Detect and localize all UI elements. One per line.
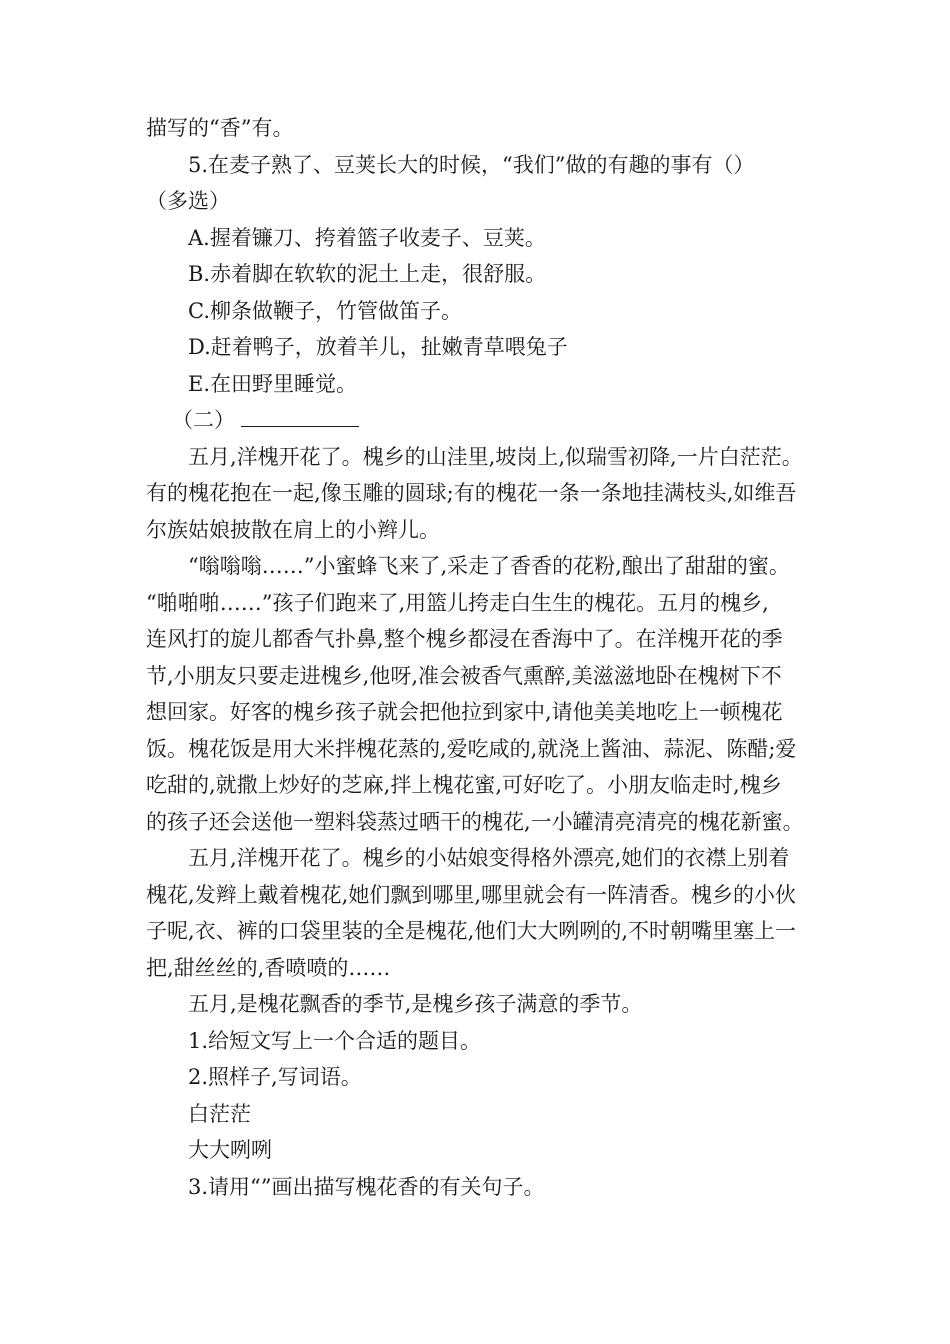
paragraph-line: 五月,洋槐开花了。槐乡的山洼里,坡岗上,似瑞雪初降,一片白茫茫。 [188,444,803,469]
title-blank [241,408,359,427]
paragraph-line: 槐花,发辫上戴着槐花,她们飘到哪里,哪里就会有一阵清香。槐乡的小伙 [146,882,797,907]
example-word: 大大咧咧 [188,1138,272,1162]
question-1: 1.给短文写上一个合适的题目。 [188,1028,482,1053]
paragraph-line: 想回家。好客的槐乡孩子就会把他拉到家中,请他美美地吃上一顿槐花 [146,700,783,724]
paragraph-line: 把,甜丝丝的,香喷喷的…… [146,955,391,980]
section-label: （二） [172,408,235,432]
paragraph-line: 吃甜的,就撒上炒好的芝麻,拌上槐花蜜,可好吃了。小朋友临走时,槐乡 [146,773,782,797]
option-c: C.柳条做鞭子，竹管做笛子。 [188,298,462,323]
option-b: B.赤着脚在软软的泥土上走，很舒服。 [188,262,547,286]
paragraph-line: 的孩子还会送他一塑料袋蒸过晒干的槐花,一小罐清亮清亮的槐花新蜜。 [146,809,804,834]
paragraph-line: 饭。槐花饭是用大米拌槐花蒸的,爱吃咸的,就浇上酱油、蒜泥、陈醋;爱 [146,736,797,761]
paragraph-line: “嗡嗡嗡……”小蜜蜂飞来了,采走了香香的花粉,酿出了甜甜的蜜。 [188,554,790,578]
paragraph-line: 尔族姑娘披散在肩上的小辫儿。 [146,517,440,542]
option-e: E.在田野里睡觉。 [188,371,358,396]
paragraph-line: 节,小朋友只要走进槐乡,他呀,准会被香气熏醉,美滋滋地卧在槐树下不 [146,663,782,688]
question-5: 5.在麦子熟了、豆荚长大的时候，“我们”做的有趣的事有（） [188,152,755,177]
paragraph-line: 五月,洋槐开花了。槐乡的小姑娘变得格外漂亮,她们的衣襟上别着 [188,846,790,870]
section-two-heading [146,402,822,439]
question-3: 3.请用“”画出描写槐花香的有关句子。 [188,1174,545,1199]
paragraph-line: 五月,是槐花飘香的季节,是槐乡孩子满意的季节。 [188,992,643,1016]
paragraph-line: “啪啪啪……”孩子们跑来了,用篮儿挎走白生生的槐花。五月的槐乡, [146,590,769,615]
paragraph-line: 连风打的旋儿都香气扑鼻,整个槐乡都浸在香海中了。在洋槐开花的季 [146,627,783,651]
text-line: 描写的“香”有。 [146,116,294,140]
option-d: D.赶着鸭子，放着羊儿，扯嫩青草喂兔子 [188,335,568,359]
question-2: 2.照样子,写词语。 [188,1065,362,1089]
example-word: 白茫茫 [188,1101,251,1126]
paragraph-line: 有的槐花抱在一起,像玉雕的圆球;有的槐花一条一条地挂满枝头,如维吾 [146,481,797,505]
paragraph-line: 子呢,衣、裤的口袋里装的全是槐花,他们大大咧咧的,不时朝嘴里塞上一 [146,919,797,943]
text-line: （多选） [146,189,230,213]
option-a: A.握着镰刀、挎着篮子收麦子、豆荚。 [188,225,546,250]
